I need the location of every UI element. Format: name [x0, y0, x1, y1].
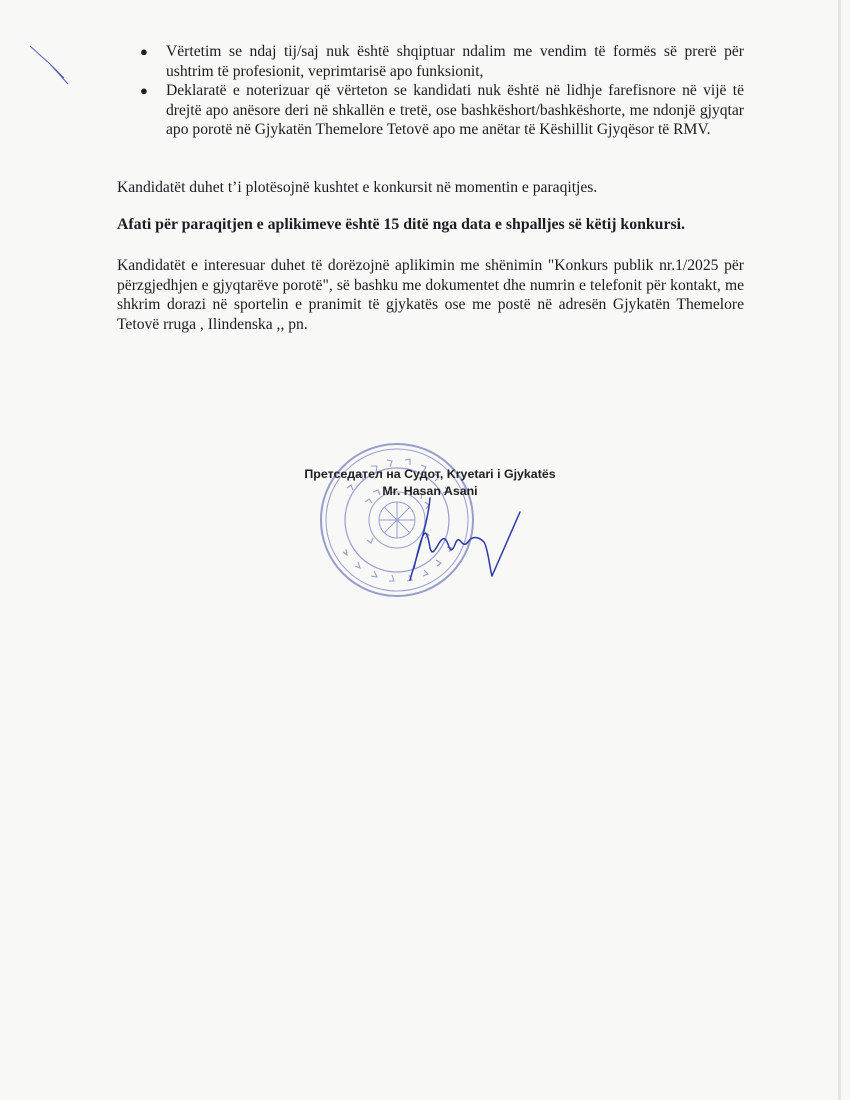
page-edge-divider — [838, 0, 841, 1100]
bullet-icon: ● — [140, 83, 148, 98]
pen-mark-icon — [28, 40, 74, 88]
requirements-list — [140, 42, 744, 140]
list-item — [140, 42, 744, 81]
list-item-text: Vërtetim se ndaj tij/saj nuk është shqiptuar ndalim me vendim të formës së prerë për ushtrim të profesionit, veprimtarisë apo funksionit, — [166, 43, 744, 80]
list-item — [140, 81, 744, 140]
signatory-name: Mr. Hasan Asani — [382, 484, 478, 498]
list-item-text: Deklaratë e noterizuar që vërteton se kandidati nuk është në lidhje farefisnore në vijë të drejtë apo anësore deri në shkallën e tretë, ose bashkëshort/bashkëshorte, me ndonjë gjyqtar apo porotë në Gjykatën Themelore Tetovë apo me anëtar të Këshillit Gjyqësor të RMV. — [166, 82, 744, 138]
handwritten-signature — [400, 492, 530, 582]
conditions-paragraph: Kandidatët duhet t’i plotësojnë kushtet e konkursit në momentin e paraqitjes. — [117, 179, 598, 196]
submission-paragraph: Kandidatët e interesuar duhet të dorëzojnë aplikimin me shënimin "Konkurs publik nr.1/2025 për përzgjedhjen e gjyqtarëve porotë", së bashku me dokumentet dhe numrin e telefonit për kontakt, me shkrim dorazi në sportelin e pranimit të gjykatës ose me postë në adresën Gjykatën Themelore Tetovë rruga , Ilindenska ,, pn. — [117, 257, 744, 333]
deadline-paragraph: Afati për paraqitjen e aplikimeve është 15 ditë nga data e shpalljes së këtij konkursi. — [117, 216, 685, 233]
bullet-icon: ● — [140, 44, 148, 59]
signatory-title: Претседател на Судот, Kryetari i Gjykatës — [304, 467, 556, 481]
